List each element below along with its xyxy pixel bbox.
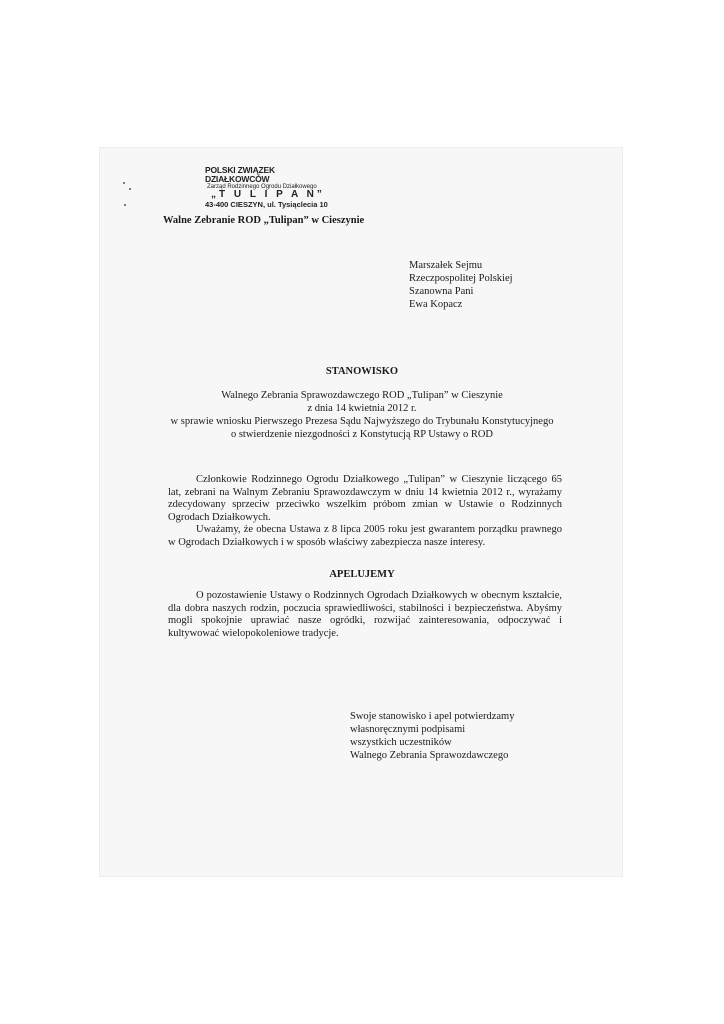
recipient-line-1: Marszałek Sejmu [409, 260, 483, 271]
subtitle-line-1: Walnego Zebrania Sprawozdawczego ROD „Tulipan” w Cieszynie [221, 390, 503, 401]
body-paragraph-1: Członkowie Rodzinnego Ogrodu Działkowego „Tulipan” w Cieszynie liczącego 65 lat, zebrani na Walnym Zebraniu Sprawozdawczym w dniu 14 kwietnia 2012 r., wyrażamy zdecydowany sprzeciw przeciwko wszelkim próbom zmian w Ustawie o Rodzinnych Ogrodach Działkowych. [168, 474, 562, 523]
organization-stamp [205, 166, 335, 209]
stamp-name: „T U L I P A N” [211, 189, 325, 201]
subtitle-line-4: o stwierdzenie niezgodności z Konstytucją RP Ustawy o ROD [230, 429, 494, 440]
closing-line-4: Walnego Zebrania Sprawozdawczego [350, 750, 509, 761]
closing-line-2: własnoręcznymi podpisami [350, 724, 466, 735]
subtitle-line-2: z dnia 14 kwietnia 2012 r. [307, 403, 417, 414]
recipient-block [409, 259, 513, 311]
scan-speck [123, 182, 125, 184]
body-text [168, 474, 562, 550]
closing-line-3: wszystkich uczestników [350, 737, 452, 748]
recipient-line-4: Ewa Kopacz [409, 299, 463, 310]
stamp-address: 43-400 CIESZYN, ul. Tysiąclecia 10 [205, 199, 328, 209]
subtitle-line-3: w sprawie wniosku Pierwszego Prezesa Sądu Najwyższego do Trybunału Konstytucyjnego [170, 416, 554, 427]
stamp-org: POLSKI ZWIĄZEK DZIAŁKOWCÓW [205, 165, 275, 184]
appeal-heading: APELUJEMY [329, 569, 395, 580]
scan-speck [124, 204, 126, 206]
recipient-line-3: Szanowna Pani [409, 286, 474, 297]
sender-line: Walne Zebranie ROD „Tulipan” w Cieszynie [163, 215, 365, 226]
stamp-board: Zarząd Rodzinnego Ogrodu Działkowego [207, 183, 317, 190]
appeal-paragraph: O pozostawienie Ustawy o Rodzinnych Ogrodach Działkowych w obecnym kształcie, dla dobra naszych rodzin, poczucia sprawiedliwości, stabilności i bezpieczeństwa. Abyśmy mogli spokojnie uprawiać nasze ogródki, rozwijać zainteresowania, odpoczywać i kultywować wielopokoleniowe tradycje. [168, 590, 562, 639]
closing-block [350, 710, 514, 762]
document-title: STANOWISKO [325, 366, 399, 377]
scan-speck [129, 188, 131, 190]
recipient-line-2: Rzeczpospolitej Polskiej [409, 273, 513, 284]
closing-line-1: Swoje stanowisko i apel potwierdzamy [350, 711, 515, 722]
body-paragraph-2: Uważamy, że obecna Ustawa z 8 lipca 2005 roku jest gwarantem porządku prawnego w Ogrodach Działkowych i w sposób właściwy zabezpiecza nasze interesy. [168, 524, 562, 548]
appeal-text [168, 590, 562, 640]
